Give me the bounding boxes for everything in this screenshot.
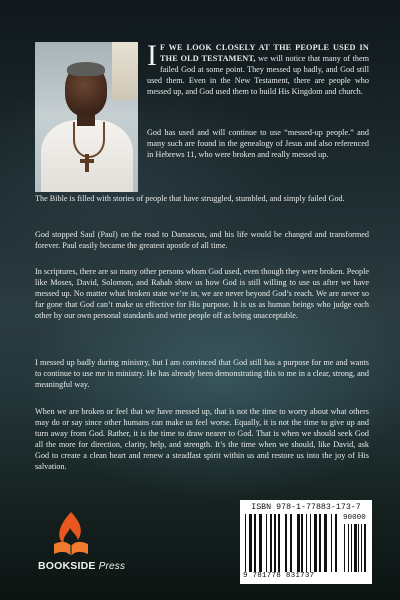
lead-opening-caps: F WE LOOK CLOSELY AT THE PEOPLE USED IN THE OLD TESTAMENT, xyxy=(160,43,369,64)
price-code: 90000 xyxy=(343,514,366,522)
publisher-name: BOOKSIDE Press xyxy=(38,560,126,572)
publisher-logo xyxy=(28,510,148,578)
body-paragraph: The Bible is filled with stories of people that have struggled, stumbled, and simply failed God. xyxy=(35,194,345,203)
body-paragraph: God stopped Saul (Paul) on the road to Damascus, and his life would be changed and transformed forever. Paul easily became the greatest apostle of all time. xyxy=(35,230,369,251)
body-paragraph: God has used and will continue to use “messed-up people.” and many such are found in the genealogy of Jesus and also referenced in Hebrews 11, who were broken and really messed up. xyxy=(147,128,369,160)
barcode-block xyxy=(240,500,372,584)
body-paragraph: I messed up badly during ministry, but I am convinced that God still has a purpose for me and wants to continue to use me in ministry. He has already been demonstrating this to me in a clear, strong, and meaningful way. xyxy=(35,358,369,390)
drop-cap: I xyxy=(147,39,157,72)
lead-text: we will notice that many of them failed God at some point. They messed up badly, and God still used them. Even in the New Testament, there are people who messed up, and God used them to build His Kingdom and church. xyxy=(147,54,369,97)
flame-book-logo-icon xyxy=(50,510,92,558)
barcode-icon xyxy=(244,514,340,572)
isbn-text: ISBN 978-1-77883-173-7 xyxy=(251,503,361,512)
cross-pendant-icon xyxy=(85,154,89,172)
barcode-digits: 9 781778 831737 xyxy=(243,572,315,580)
price-barcode-icon xyxy=(343,524,369,572)
body-paragraph: In scriptures, there are so many other persons whom God used, even though they were broken. People like Moses, David, Solomon, and Rahab show us how God is still willing to use us after we have messed up. No matter what broken state we’re in, we are never beyond God’s reach. We are never so far gone that God can’t make us effective for His purpose. It is us as human beings who judge each other by our own personal standards and write people off as being unacceptable. xyxy=(35,267,370,321)
body-paragraph: When we are broken or feel that we have messed up, that is not the time to worry about what others may do or say since other humans can make us feel worse. Equally, it is not the time to give up and turn away from God. Rather, it is the time to draw nearer to God. That is when we should seek God all the more for direction, clarity, help, and strength. It’s the time when we should, like David, ask God to create a clean heart and renew a steadfast spirit within us and restore us into the joy of His salvation. xyxy=(35,407,369,472)
lead-paragraph xyxy=(147,39,369,97)
author-photo xyxy=(35,42,138,192)
